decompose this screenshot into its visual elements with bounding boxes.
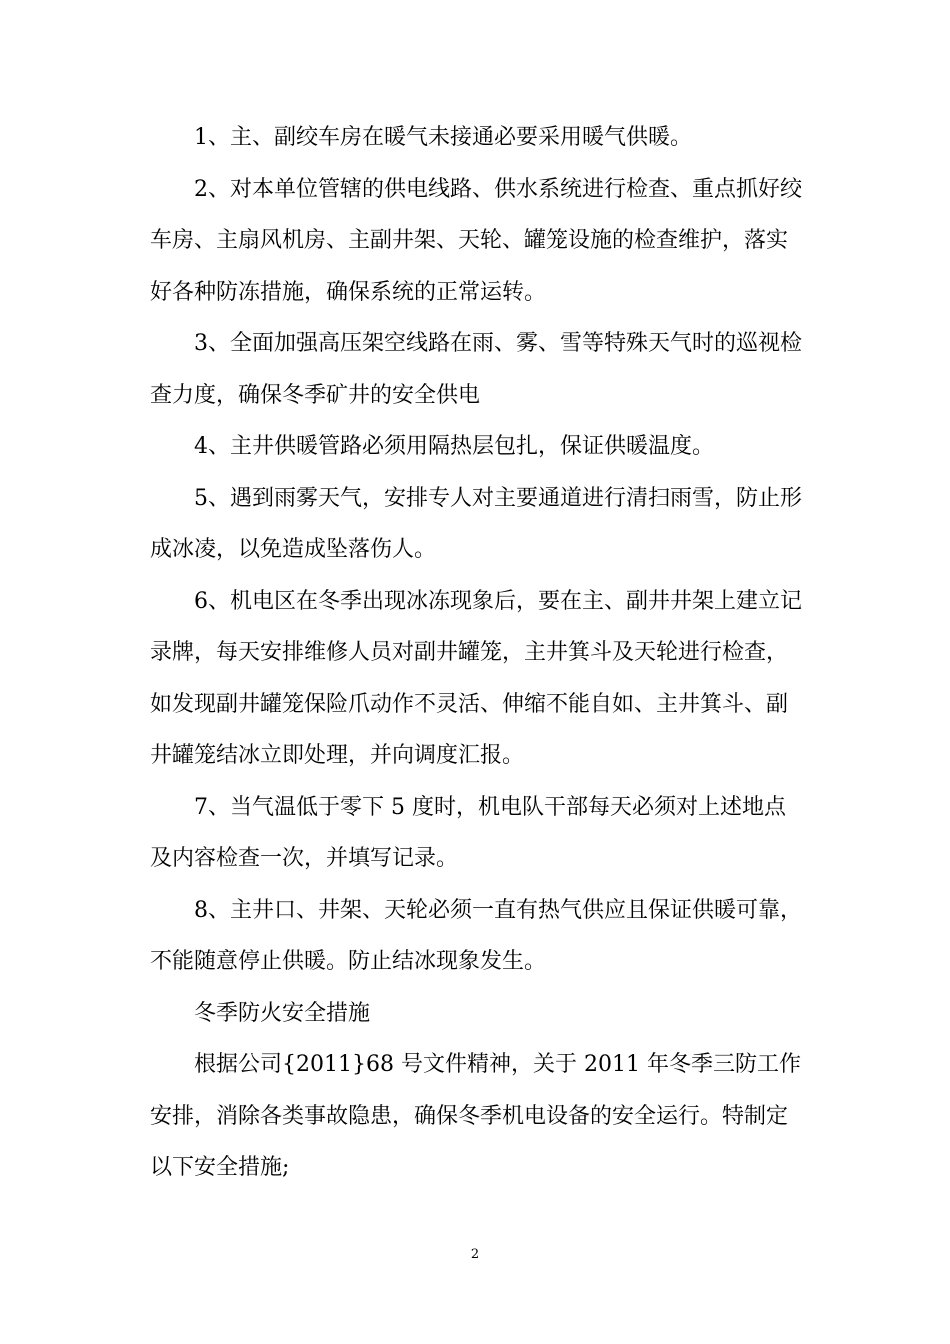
section-heading: 冬季防火安全措施 bbox=[194, 1000, 371, 1026]
paragraph-item-6: 6、机电区在冬季出现冰冻现象后，要在主、副井井架上建立记录牌，每天安排维修人员对副井罐笼，主井箕斗及天轮进行检查，如发现副井罐笼保险爪动作不灵活、伸缩不能自如、主井箕斗、副井罐笼结冰立即处理，并向调度汇报。 bbox=[150, 588, 802, 768]
paragraph-item-7: 7、当气温低于零下 5 度时，机电队干部每天必须对上述地点及内容检查一次，并填写记录。 bbox=[150, 794, 786, 871]
page-number: 2 bbox=[470, 1247, 480, 1262]
paragraph-item-4: 4、主井供暖管路必须用隔热层包扎，保证供暖温度。 bbox=[194, 434, 714, 459]
paragraph-item-1: 1、主、副绞车房在暖气未接通必要采用暖气供暖。 bbox=[194, 125, 692, 150]
document-body bbox=[150, 112, 802, 1194]
paragraph-item-8: 8、主井口、井架、天轮必须一直有热气供应且保证供暖可靠，不能随意停止供暖。防止结冰现象发生。 bbox=[150, 897, 802, 974]
paragraph-item-2: 2、对本单位管辖的供电线路、供水系统进行检查、重点抓好绞车房、主扇风机房、主副井架、天轮、罐笼设施的检查维护，落实好各种防冻措施，确保系统的正常运转。 bbox=[150, 176, 802, 305]
paragraph-item-3: 3、全面加强高压架空线路在雨、雾、雪等特殊天气时的巡视检查力度，确保冬季矿井的安全供电 bbox=[150, 331, 802, 408]
intro-paragraph: 根据公司{2011}68 号文件精神，关于 2011 年冬季三防工作安排，消除各类事故隐患，确保冬季机电设备的安全运行。特制定以下安全措施; bbox=[150, 1052, 801, 1180]
paragraph-item-5: 5、遇到雨雾天气，安排专人对主要通道进行清扫雨雪，防止形成冰凌，以免造成坠落伤人。 bbox=[150, 485, 802, 562]
